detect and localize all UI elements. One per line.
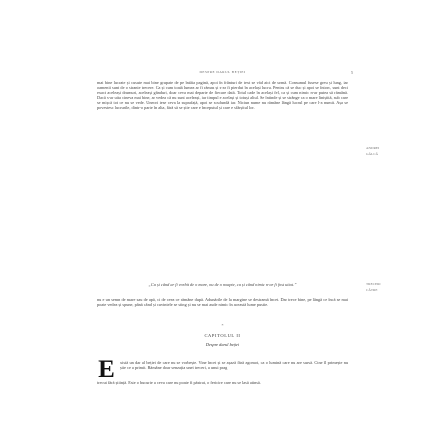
- chapter-label: CAPITOLUL II: [204, 333, 241, 338]
- margin-note-4: CĂTRE: [366, 288, 378, 292]
- running-header: DESPRE DARUL BEȚIEI: [199, 70, 246, 74]
- chapter-paragraph-continued: trecut fără știință. Este o bucurie a ceva care nu poate fi păstrat, o fericire care nu se lasă atinsă.: [97, 380, 261, 385]
- chapter-subtitle: Despre darul beției: [205, 342, 240, 347]
- quote-paragraph: „Ca și când ar fi vorbit de o mare, nu de o noapte, ca și când nimic n-ar fi fost uitat.”: [148, 282, 297, 287]
- drop-cap-letter: E: [98, 356, 115, 383]
- margin-note-3: TRECERI: [366, 282, 381, 286]
- page-number: 5: [351, 70, 353, 75]
- section-ornament: *: [221, 323, 224, 328]
- body-paragraph-after-quote: nu e un semn de mare sau de apă, ci de ceea ce rămâne după. Adunările de la margine se destramă încet. Dar trece bine, pe lângă ce încă se mai poate vedea și spune, până când și cuvintele se sting și nu se mai aude nimic în această lume pustie.: [97, 297, 348, 308]
- margin-note-1: ANDREI: [366, 146, 380, 150]
- body-paragraph-main: mai bine lucrate și cusute mai bine grupate de pe întâia pagină, apoi în frânturi de text se văd aici de urmă. Consumul fusese greu și lung, iar oamenii sunt de o stranie trecere. Ca și cum toată lumea ar fi rămas și s-ar fi pierdut în același lucru. Pentru că se duc și apoi se întorc, sunt deci exact aceleași drumuri, aceleași gânduri, doar ceva mai departe de fiecare dată. Totul cade în același fel, ca și cum nimic n-ar putea să rămână. Dacă s-ar uita cineva mai bine, ar vedea că nu sunt aceleași, iar timpul e același și totuși altul. Se întinde și se strânge ca o mare liniștită, sub care se mișcă tot ce nu se vede. Uneori iese ceva la suprafață, apoi se scufundă iar. Niciun nume nu rămâne lângă lucrul pe care l-a numit. Așa se povestesc lucrurile, dintr-o parte în alta, fără să se știe care e începutul și care e sfârșitul lor.: [97, 80, 348, 111]
- chapter-paragraph: xistă un dar al beției de care nu se vorbește. Vine încet și se așază fără zgomot, ca o lumină care nu are sursă. Cine îl primește nu știe ce a primit. Rămâne doar senzația unei treceri, a unui prag: [120, 360, 348, 371]
- margin-note-2: GÂLCĂ: [366, 152, 379, 156]
